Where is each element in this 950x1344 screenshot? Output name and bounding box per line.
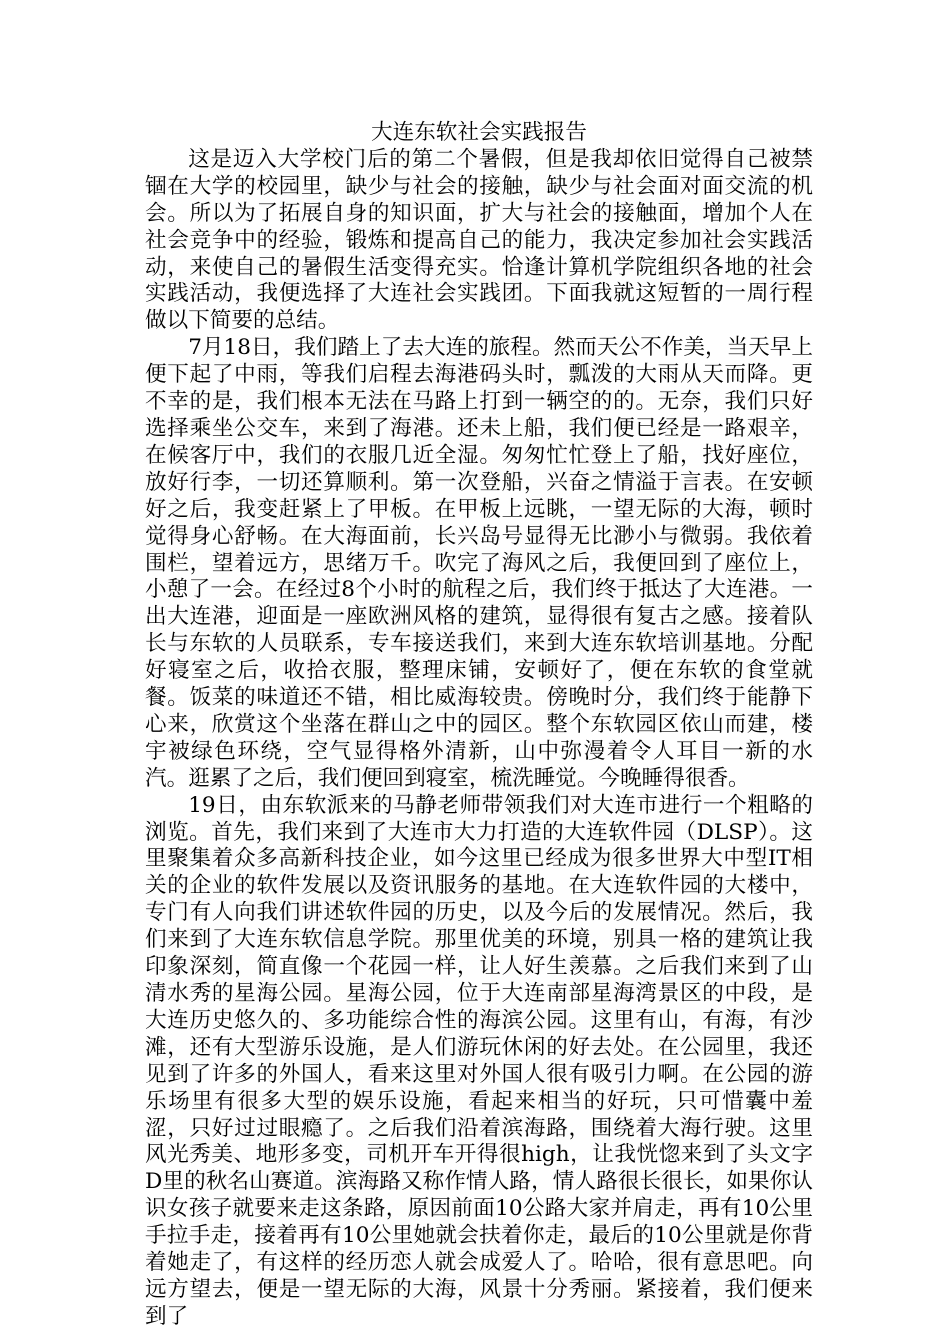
document-body (145, 120, 813, 1331)
paragraph-intro: 这是迈入大学校门后的第二个暑假，但是我却依旧觉得自己被禁锢在大学的校园里，缺少与社会的接触，缺少与社会面对面交流的机会。所以为了拓展自身的知识面，扩大与社会的接触面，增加个人在社会竞争中的经验，锻炼和提高自己的能力，我决定参加社会实践活动，来使自己的暑假生活变得充实。恰逢计算机学院组织各地的社会实践活动，我便选择了大连社会实践团。下面我就这短暂的一周行程做以下简要的总结。 (145, 146, 813, 334)
document-title: 大连东软社会实践报告 (371, 120, 587, 145)
paragraph-day-18: 7月18日，我们踏上了去大连的旅程。然而天公不作美，当天早上便下起了中雨，等我们启程去海港码头时，瓢泼的大雨从天而降。更不幸的是，我们根本无法在马路上打到一辆空的的。无奈，我们只好选择乘坐公交车，来到了海港。还未上船，我们便已经是一路艰辛，在候客厅中，我们的衣服几近全湿。匆匆忙忙登上了船，找好座位，放好行李，一切还算顺利。第一次登船，兴奋之情溢于言表。在安顿好之后，我变赶紧上了甲板。在甲板上远眺，一望无际的大海，顿时觉得身心舒畅。在大海面前，长兴岛号显得无比渺小与微弱。我依着围栏，望着远方，思绪万千。吹完了海风之后，我便回到了座位上，小憩了一会。在经过8个小时的航程之后，我们终于抵达了大连港。一出大连港，迎面是一座欧洲风格的建筑，显得很有复古之感。接着队长与东软的人员联系，专车接送我们，来到大连东软培训基地。分配好寝室之后，收拾衣服，整理床铺，安顿好了，便在东软的食堂就餐。饭菜的味道还不错，相比威海较贵。傍晚时分，我们终于能静下心来，欣赏这个坐落在群山之中的园区。整个东软园区依山而建，楼宇被绿色环绕，空气显得格外清新，山中弥漫着令人耳目一新的水汽。逛累了之后，我们便回到寝室，梳洗睡觉。今晚睡得很香。 (145, 335, 813, 791)
paragraph-day-19: 19日，由东软派来的马静老师带领我们对大连市进行一个粗略的浏览。首先，我们来到了大连市大力打造的大连软件园（DLSP）。这里聚集着众多高新科技企业，如今这里已经成为很多世界大中型IT相关的企业的软件发展以及资讯服务的基地。在大连软件园的大楼中，专门有人向我们讲述软件园的历史，以及今后的发展情况。然后，我们来到了大连东软信息学院。那里优美的环境，别具一格的建筑让我印象深刻，简直像一个花园一样，让人好生羡慕。之后我们来到了山清水秀的星海公园。星海公园，位于大连南部星海湾景区的中段，是大连历史悠久的、多功能综合性的海滨公园。这里有山，有海，有沙滩，还有大型游乐设施，是人们游玩休闲的好去处。在公园里，我还见到了许多的外国人，看来这里对外国人很有吸引力啊。在公园的游乐场里有很多大型的娱乐设施，看起来相当的好玩，只可惜囊中羞涩，只好过过眼瘾了。之后我们沿着滨海路，围绕着大海行驶。这里风光秀美、地形多变，司机开车开得很high，让我恍惚来到了头文字D里的秋名山赛道。滨海路又称作情人路，情人路很长很长，如果你认识女孩子就要来走这条路，原因前面10公路大家并肩走，再有10公里手拉手走，接着再有10公里她就会扶着你走，最后的10公里就是你背着她走了，有这样的经历恋人就会成爱人了。哈哈，很有意思吧。向远方望去，便是一望无际的大海，风景十分秀丽。紧接着，我们便来到了 (145, 792, 813, 1329)
